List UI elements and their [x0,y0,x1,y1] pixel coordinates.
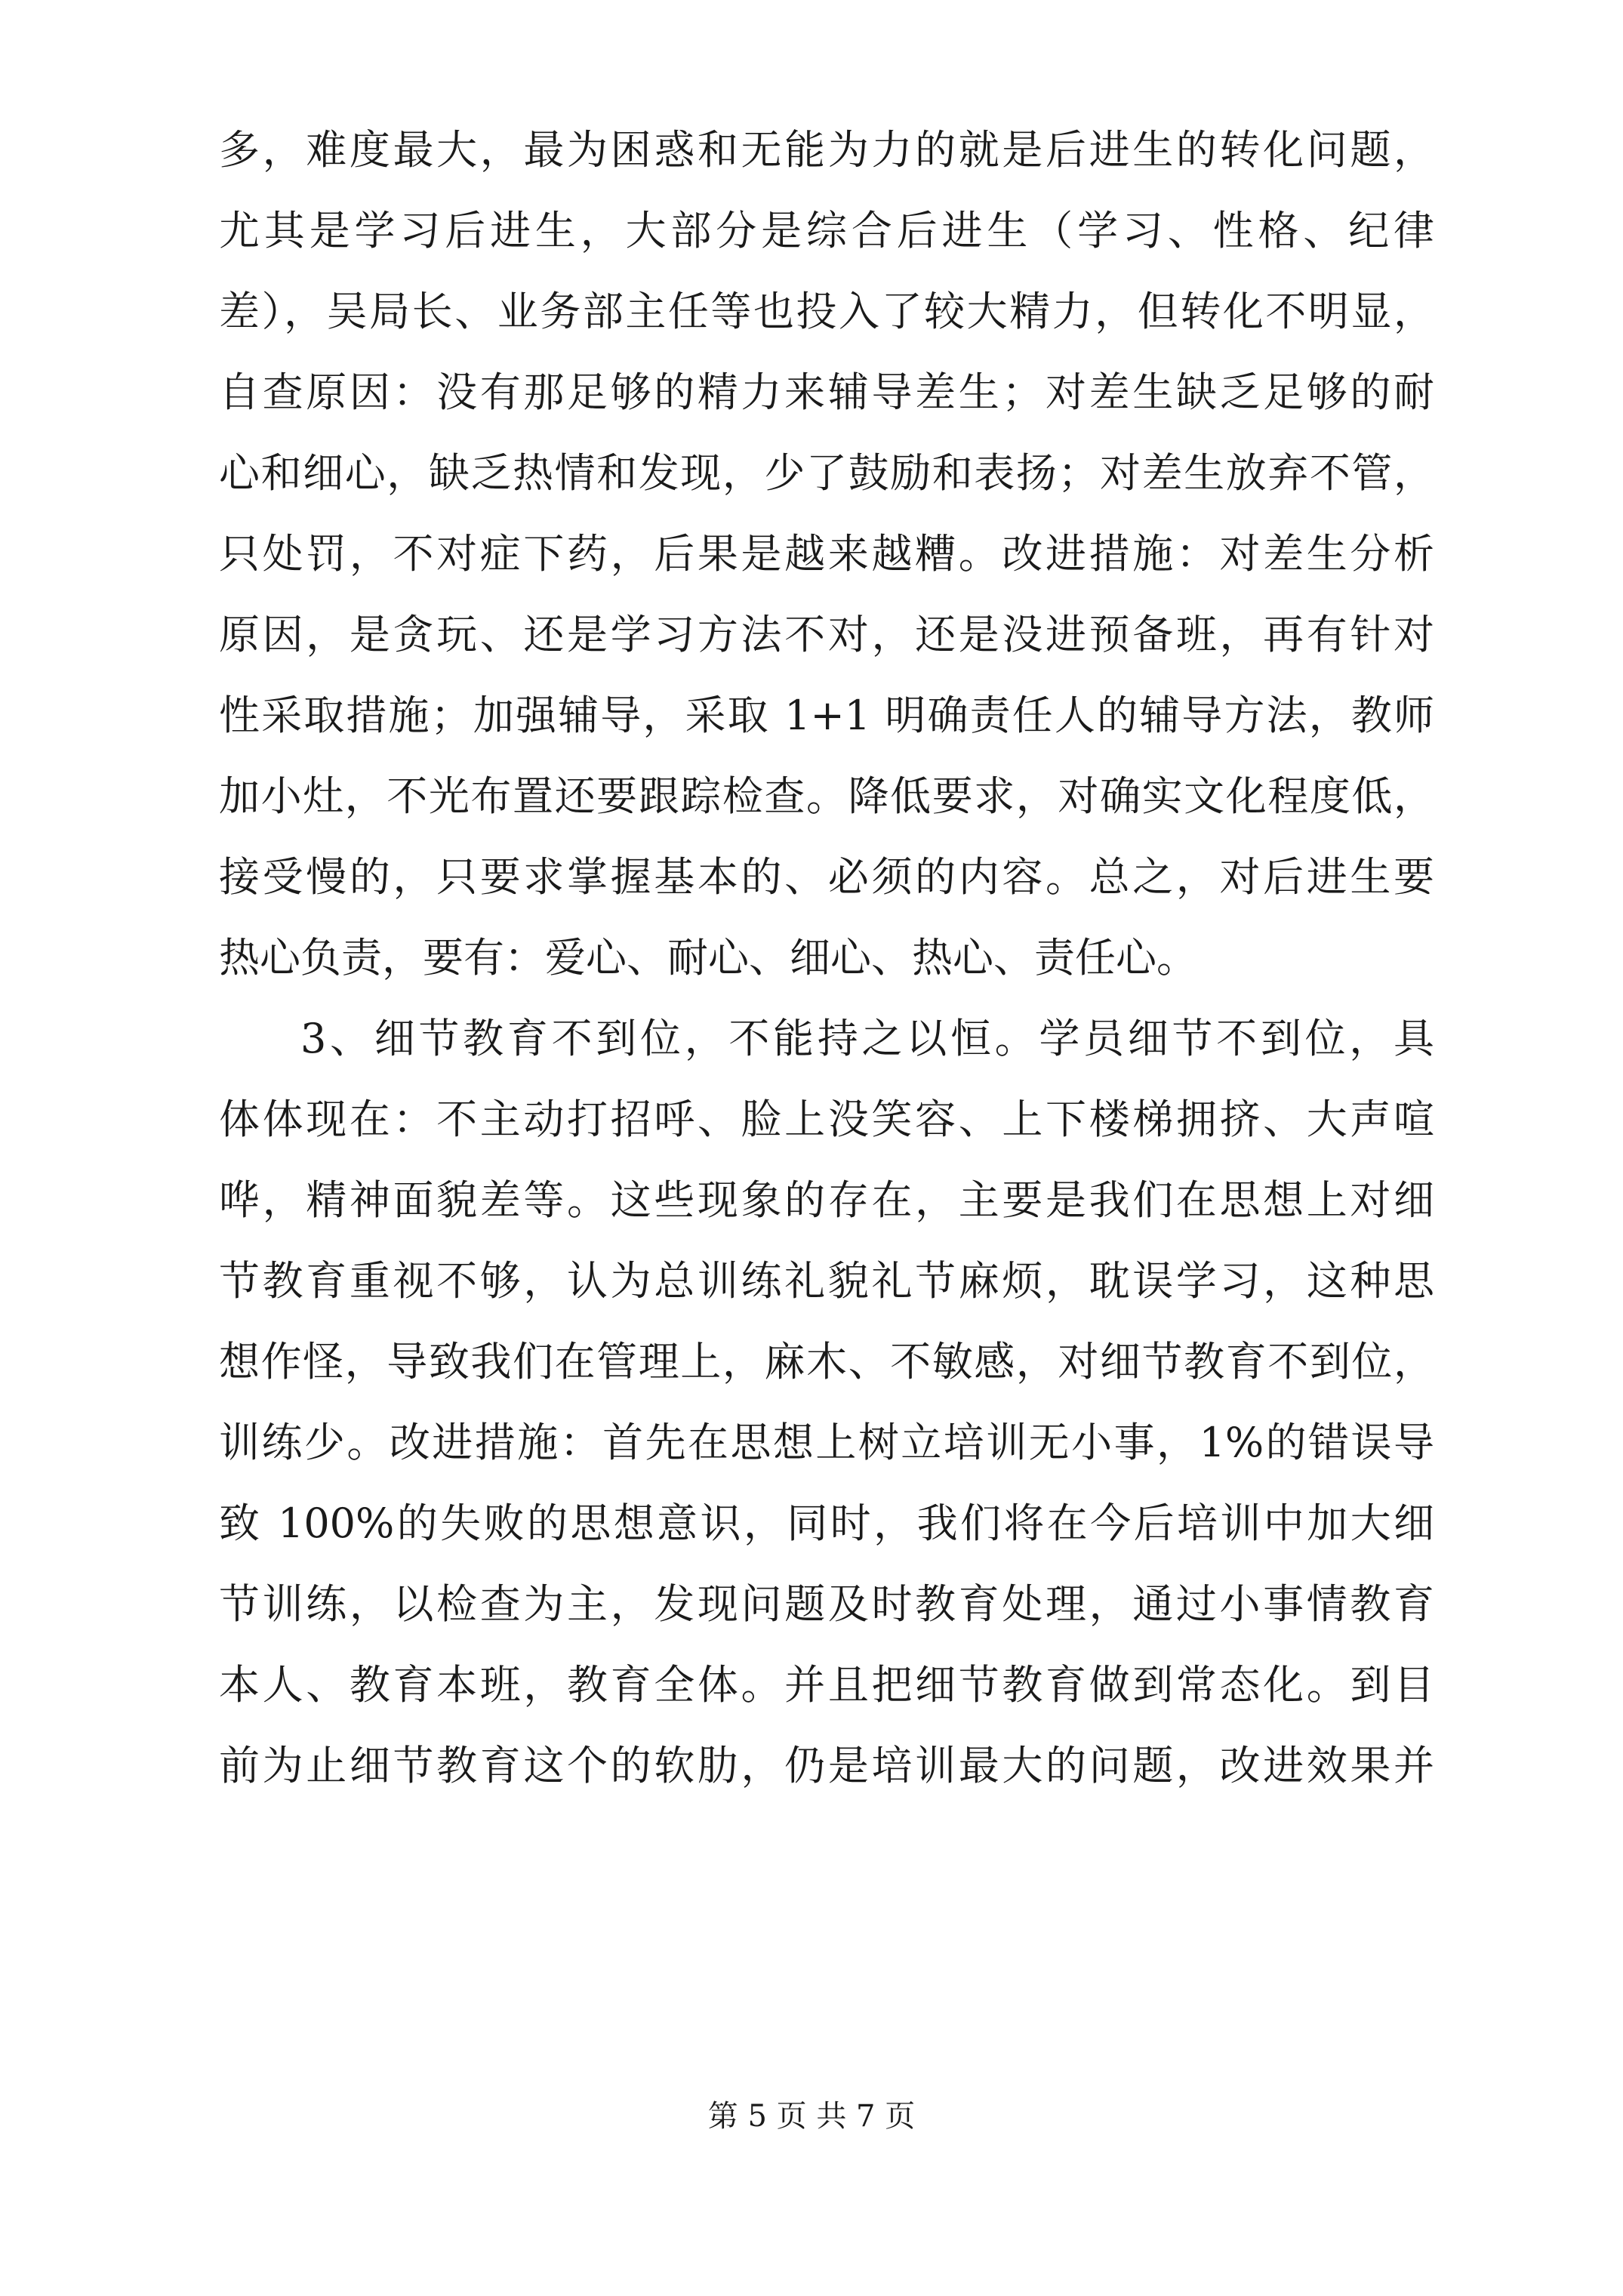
text-line: 加小灶，不光布置还要跟踪检查。降低要求，对确实文化程度低， [219,772,1434,820]
text-line: 想作怪，导致我们在管理上，麻木、不敏感，对细节教育不到位， [219,1338,1434,1385]
page-footer [0,2095,1623,2137]
text-line: 致 100%的失败的思想意识，同时，我们将在今后培训中加大细 [219,1499,1434,1547]
text-line: 性采取措施；加强辅导，采取 1+1 明确责任人的辅导方法，教师 [219,692,1434,739]
text-line: 本人、教育本班，教育全体。并且把细节教育做到常态化。到目 [219,1661,1434,1709]
text-line: 哗，精神面貌差等。这些现象的存在，主要是我们在思想上对细 [219,1176,1434,1224]
text-line: 原因，是贪玩、还是学习方法不对，还是没进预备班，再有针对 [219,611,1434,658]
paragraph-1 [219,109,1434,998]
body-text [219,109,1434,1806]
text-line: 前为止细节教育这个的软肋，仍是培训最大的问题，改进效果并 [219,1742,1434,1789]
text-line: 节训练，以检查为主，发现问题及时教育处理，通过小事情教育 [219,1580,1434,1628]
text-line: 心和细心，缺乏热情和发现，少了鼓励和表扬；对差生放弃不管， [219,449,1434,497]
text-line: 接受慢的，只要求掌握基本的、必须的内容。总之，对后进生要 [219,853,1434,901]
text-line: 热心负责，要有：爱心、耐心、细心、热心、责任心。 [219,934,1197,982]
text-line: 3、细节教育不到位，不能持之以恒。学员细节不到位，具 [300,1015,1434,1062]
text-line: 多，难度最大，最为困惑和无能为力的就是后进生的转化问题， [219,126,1434,174]
text-line: 只处罚，不对症下药，后果是越来越糟。改进措施：对差生分析 [219,530,1434,578]
text-line: 训练少。改进措施：首先在思想上树立培训无小事，1%的错误导 [219,1419,1434,1466]
text-line: 自查原因：没有那足够的精力来辅导差生；对差生缺乏足够的耐 [219,368,1434,416]
paragraph-2 [219,998,1434,1806]
page-number: 第 5 页 共 7 页 [707,2099,916,2134]
text-line: 尤其是学习后进生，大部分是综合后进生（学习、性格、纪律 [219,207,1434,254]
text-line: 差），吴局长、业务部主任等也投入了较大精力，但转化不明显， [219,288,1434,335]
text-line: 体体现在：不主动打招呼、脸上没笑容、上下楼梯拥挤、大声喧 [219,1096,1434,1143]
text-line: 节教育重视不够，认为总训练礼貌礼节麻烦，耽误学习，这种思 [219,1257,1434,1305]
